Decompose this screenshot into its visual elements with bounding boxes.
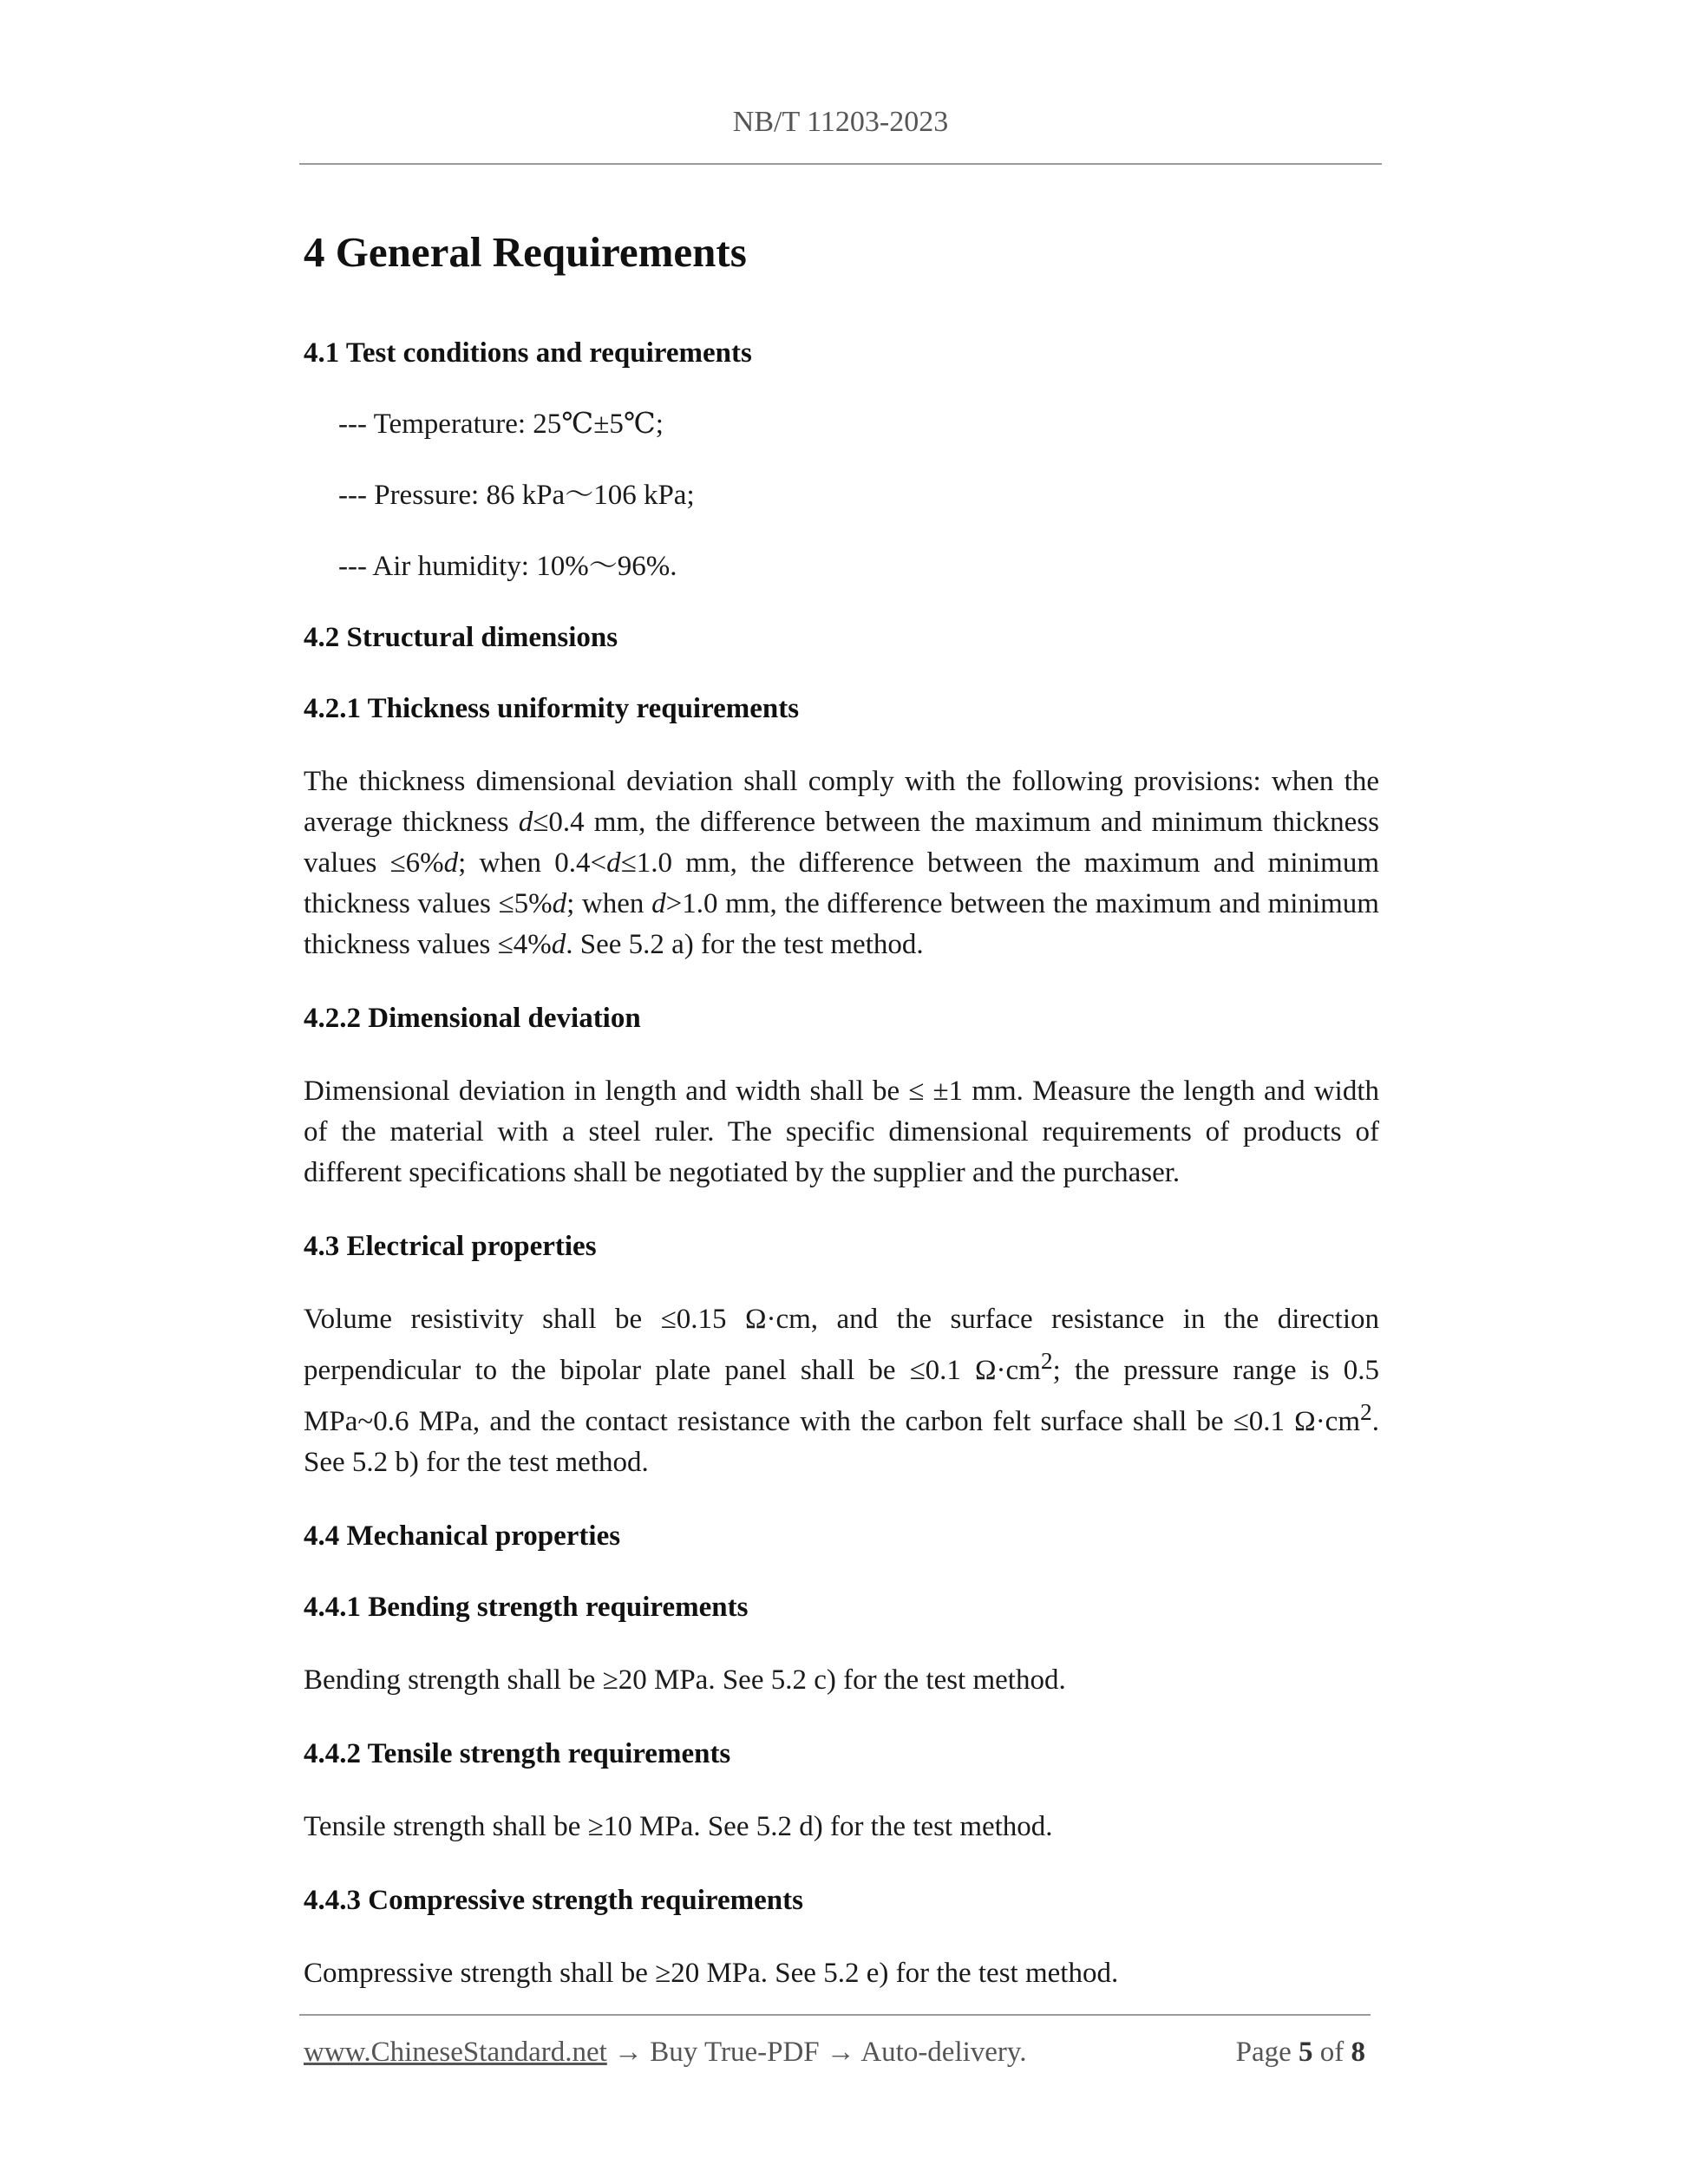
header-divider	[299, 163, 1382, 165]
subsection-title-4-2-1: 4.2.1 Thickness uniformity requirements	[304, 693, 800, 724]
subsection-title-4-2-2: 4.2.2 Dimensional deviation	[304, 1003, 641, 1034]
subsection-title-4-2: 4.2 Structural dimensions	[304, 622, 618, 653]
condition-humidity: --- Air humidity: 10%～96%.	[338, 551, 677, 582]
auto-delivery-text: Auto-delivery.	[860, 2037, 1027, 2068]
current-page: 5	[1299, 2037, 1313, 2068]
subsection-title-4-4: 4.4 Mechanical properties	[304, 1520, 621, 1552]
thickness-requirements-paragraph: The thickness dimensional deviation shall comply with the following provisions: when the average thickness d≤0.4 mm, the difference between the maximum and minimum thickness values ≤6%d; when 0.4<d≤1.0 mm, the difference between the maximum and minimum thickness values ≤5%d; when d>1.0 mm, the difference between the maximum and minimum thickness values ≤4%d. See 5.2 a) for the test method.	[304, 766, 1379, 960]
dimensional-deviation-paragraph: Dimensional deviation in length and width shall be ≤ ±1 mm. Measure the length and width of the material with a steel ruler. The specific dimensional requirements of products of different specifications shall be negotiated by the supplier and the purchaser.	[304, 1076, 1379, 1188]
subsection-title-4-4-1: 4.4.1 Bending strength requirements	[304, 1592, 749, 1623]
arrow-icon: →	[614, 2037, 644, 2068]
condition-temperature: --- Temperature: 25℃±5℃;	[338, 409, 664, 440]
document-id-header: NB/T 11203-2023	[732, 106, 949, 138]
compressive-strength-paragraph: Compressive strength shall be ≥20 MPa. See 5.2 e) for the test method.	[304, 1958, 1119, 1989]
arrow-icon: →	[826, 2037, 855, 2068]
buy-pdf-text: Buy True-PDF	[650, 2037, 820, 2068]
page-number: Page 5 of 8	[1235, 2037, 1365, 2068]
total-pages: 8	[1351, 2037, 1365, 2068]
section-title: 4 General Requirements	[304, 228, 747, 276]
tensile-strength-paragraph: Tensile strength shall be ≥10 MPa. See 5.2 d) for the test method.	[304, 1811, 1053, 1842]
website-link[interactable]: www.ChineseStandard.net	[304, 2037, 607, 2068]
electrical-properties-paragraph: Volume resistivity shall be ≤0.15 Ω·cm, and the surface resistance in the direction perpendicular to the bipolar plate panel shall be ≤0.1 $\Omega\cdot cm^2$; the pressure range is 0.5 MPa~0.6 MPa, and the contact resistance with the carbon felt surface shall be ≤0.1 $\Omega\cdot cm^2$. See 5.2 b) for the test method.	[304, 1304, 1379, 1478]
footer-promo	[304, 2037, 1027, 2069]
subsection-title-4-4-3: 4.4.3 Compressive strength requirements	[304, 1885, 803, 1916]
subsection-title-4-1: 4.1 Test conditions and requirements	[304, 337, 752, 369]
subsection-title-4-3: 4.3 Electrical properties	[304, 1231, 597, 1262]
condition-pressure: --- Pressure: 86 kPa～106 kPa;	[338, 480, 695, 511]
subsection-title-4-4-2: 4.4.2 Tensile strength requirements	[304, 1738, 731, 1769]
page-content	[304, 222, 1379, 2029]
bending-strength-paragraph: Bending strength shall be ≥20 MPa. See 5.2 c) for the test method.	[304, 1664, 1066, 1696]
footer-divider	[299, 2014, 1371, 2016]
